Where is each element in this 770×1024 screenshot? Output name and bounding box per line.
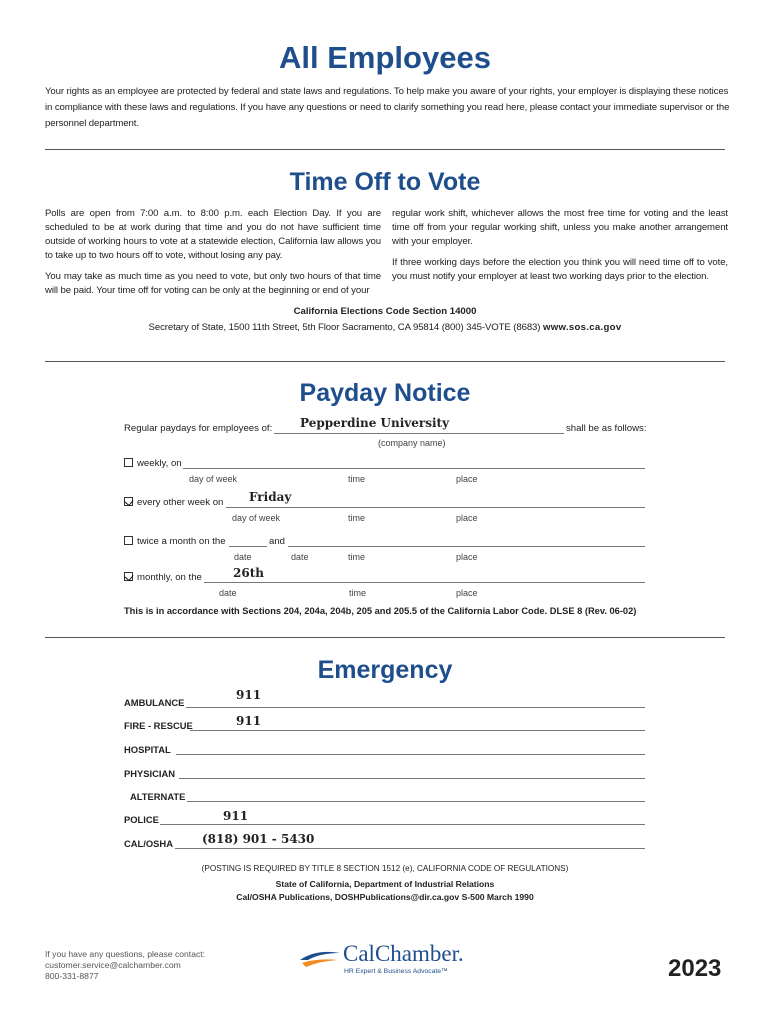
emergency-section-title: Emergency: [317, 656, 453, 684]
vote-paragraph: You may take as much time as you need to vote, but only two hours of that time will be paid. Your time off for voting can be only at the beginning or end of your: [45, 271, 381, 296]
vote-website-link[interactable]: www.sos.ca.gov: [542, 322, 622, 333]
logo-tagline: HR Expert & Business Advocate™: [344, 968, 448, 975]
payday-section-title: Payday Notice: [299, 379, 471, 407]
weekly-label: weekly, on: [137, 458, 182, 469]
twice-first-date-field[interactable]: [229, 546, 267, 547]
page-title: All Employees: [279, 40, 491, 75]
calchamber-logo: [298, 943, 478, 983]
year-label: 2023: [668, 955, 722, 982]
regular-paydays-label: Regular paydays for employees of:: [124, 423, 273, 434]
hospital-label: HOSPITAL: [124, 744, 171, 755]
payday-legal-note: This is in accordance with Sections 204, 204a, 204b, 205 and 205.5 of the California Labor Code. DLSE 8 (Rev. 06-02): [124, 606, 637, 616]
vote-address: Secretary of State, 1500 11th Street, 5th Floor Sacramento, CA 95814 (800) 345-VOTE (8683): [148, 322, 541, 333]
ambulance-field[interactable]: 911: [236, 688, 262, 702]
monthly-label: monthly, on the: [137, 572, 202, 583]
posting-requirement: (POSTING IS REQUIRED BY TITLE 8 SECTION 1512 (e), CALIFORNIA CODE OF REGULATIONS): [201, 864, 569, 873]
alternate-label: ALTERNATE: [130, 791, 186, 802]
caption-date: date: [234, 552, 252, 562]
company-name-field[interactable]: Pepperdine University: [300, 416, 450, 430]
every-other-week-label: every other week on: [137, 497, 224, 508]
calosha-label: CAL/OSHA: [124, 838, 173, 849]
weekly-field-line[interactable]: [183, 468, 645, 469]
divider: [45, 149, 725, 150]
caption-place: place: [456, 552, 478, 562]
contact-line: If you have any questions, please contact:: [45, 949, 206, 959]
contact-info: [45, 949, 205, 982]
and-label: and: [269, 536, 286, 547]
caption-day-of-week: day of week: [189, 474, 238, 484]
monthly-option[interactable]: [124, 572, 202, 583]
ambulance-label: AMBULANCE: [124, 697, 185, 708]
weekly-checkbox[interactable]: [124, 458, 133, 467]
logo-name: CalChamber.: [343, 941, 464, 966]
physician-label: PHYSICIAN: [124, 768, 176, 779]
twice-a-month-label: twice a month on the: [137, 536, 226, 547]
divider: [45, 637, 725, 638]
caption-time: time: [348, 513, 366, 523]
caption-time: time: [348, 552, 366, 562]
calosha-field[interactable]: (818) 901 - 5430: [202, 832, 315, 846]
fire-rescue-field-line: [190, 730, 645, 731]
fire-rescue-field[interactable]: 911: [236, 714, 262, 728]
every-other-week-option[interactable]: [124, 497, 223, 508]
company-name-field-line: [274, 433, 564, 434]
caption-date: date: [291, 552, 309, 562]
twice-second-date-field[interactable]: [288, 546, 645, 547]
vote-code: California Elections Code Section 14000: [293, 306, 477, 317]
caption-place: place: [456, 588, 478, 598]
vote-paragraph: If three working days before the election you think you will need time off to vote, you must notify your employer at least two working days prior to the election.: [392, 257, 728, 282]
alternate-field[interactable]: [187, 801, 645, 802]
vote-section-title: Time Off to Vote: [289, 168, 481, 196]
caption-place: place: [456, 474, 478, 484]
monthly-field-line: [204, 582, 645, 583]
company-name-caption: (company name): [378, 438, 446, 448]
calosha-publications: Cal/OSHA Publications, DOSHPublications@dir.ca.gov S-500 March 1990: [236, 892, 534, 902]
ambulance-field-line: [186, 707, 645, 708]
every-other-week-checkbox[interactable]: [124, 497, 133, 506]
weekly-option[interactable]: [124, 458, 182, 469]
monthly-checkbox[interactable]: [124, 572, 133, 581]
calosha-field-line: [175, 848, 645, 849]
caption-day-of-week: day of week: [232, 513, 281, 523]
every-other-week-field[interactable]: Friday: [249, 490, 292, 504]
caption-time: time: [349, 588, 367, 598]
vote-right-column: [392, 207, 728, 291]
vote-left-column: [45, 207, 381, 305]
twice-a-month-checkbox[interactable]: [124, 536, 133, 545]
vote-address-line: [0, 322, 770, 333]
physician-field[interactable]: [179, 778, 645, 779]
state-department: State of California, Department of Industrial Relations: [275, 879, 495, 889]
caption-place: place: [456, 513, 478, 523]
intro-text: Your rights as an employee are protected by federal and state laws and regulations. To help make you aware of your rights, your employer is displaying these notices in compliance with these laws and regulations. If you have any questions or need to clarify something you read here, please contact your immediate supervisor or the personnel department.: [45, 86, 730, 129]
police-label: POLICE: [124, 814, 159, 825]
divider: [45, 361, 725, 362]
caption-time: time: [348, 474, 366, 484]
fire-rescue-label: FIRE - RESCUE: [124, 720, 193, 731]
monthly-field[interactable]: 26th: [233, 566, 264, 580]
hospital-field[interactable]: [176, 754, 645, 755]
shall-be-label: shall be as follows:: [566, 423, 647, 434]
police-field-line: [160, 824, 645, 825]
every-other-week-field-line: [226, 507, 645, 508]
vote-paragraph: regular work shift, whichever allows the most free time for voting and the least time off from your regular working shift, unless you make another arrangement with your employer.: [392, 208, 728, 247]
caption-date: date: [219, 588, 237, 598]
twice-a-month-option[interactable]: [124, 536, 226, 547]
contact-phone: 800-331-8877: [45, 971, 99, 981]
vote-paragraph: Polls are open from 7:00 a.m. to 8:00 p.m. each Election Day. If you are scheduled to be at work during that time and you do not have sufficient time outside of working hours to vote at a statewide election, California law allows you to take up to two hours off to vote, without losing any pay.: [45, 208, 381, 261]
police-field[interactable]: 911: [223, 809, 249, 823]
swoosh-icon: [298, 947, 342, 971]
contact-email[interactable]: customer.service@calchamber.com: [45, 960, 181, 970]
